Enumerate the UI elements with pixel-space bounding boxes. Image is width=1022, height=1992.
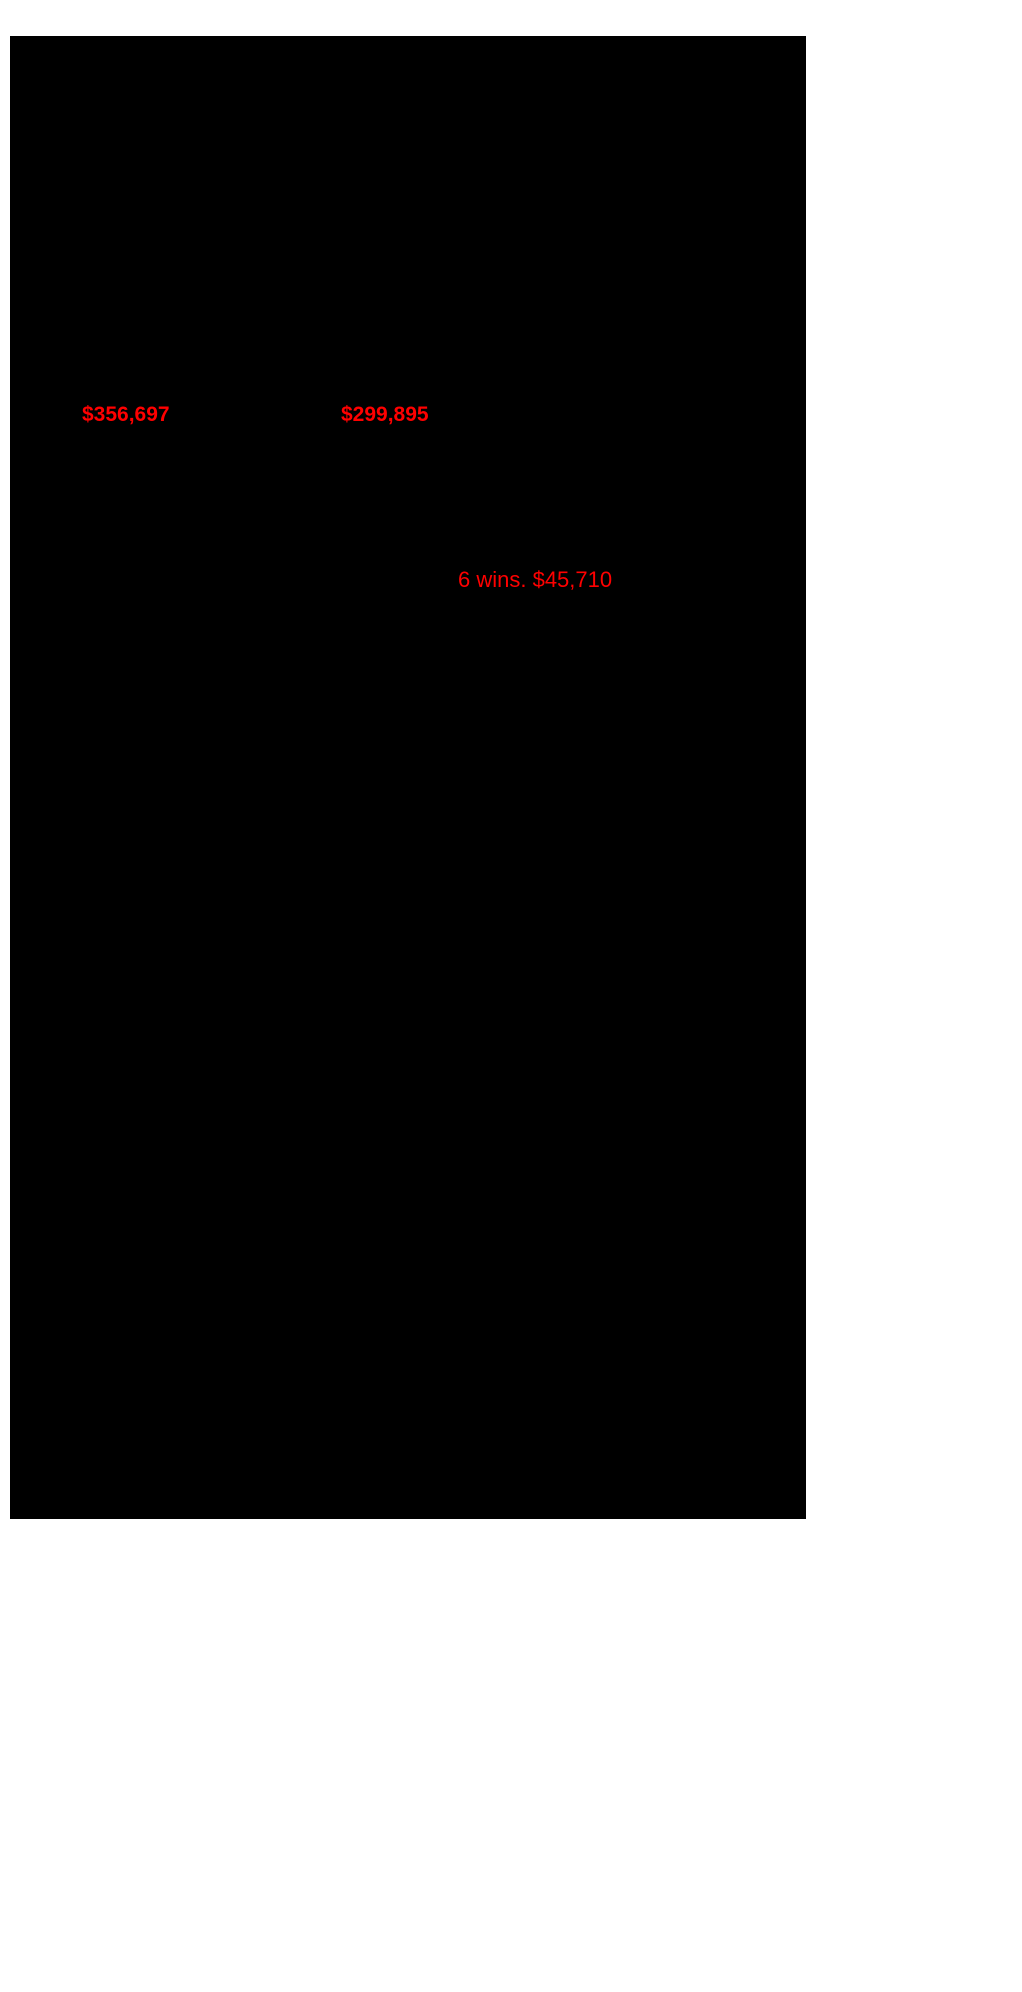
amount-left-label: $356,697 xyxy=(82,403,170,426)
wins-summary-label: 6 wins. $45,710 xyxy=(458,567,613,592)
black-panel xyxy=(10,36,806,1519)
amount-middle-label: $299,895 xyxy=(341,403,429,426)
